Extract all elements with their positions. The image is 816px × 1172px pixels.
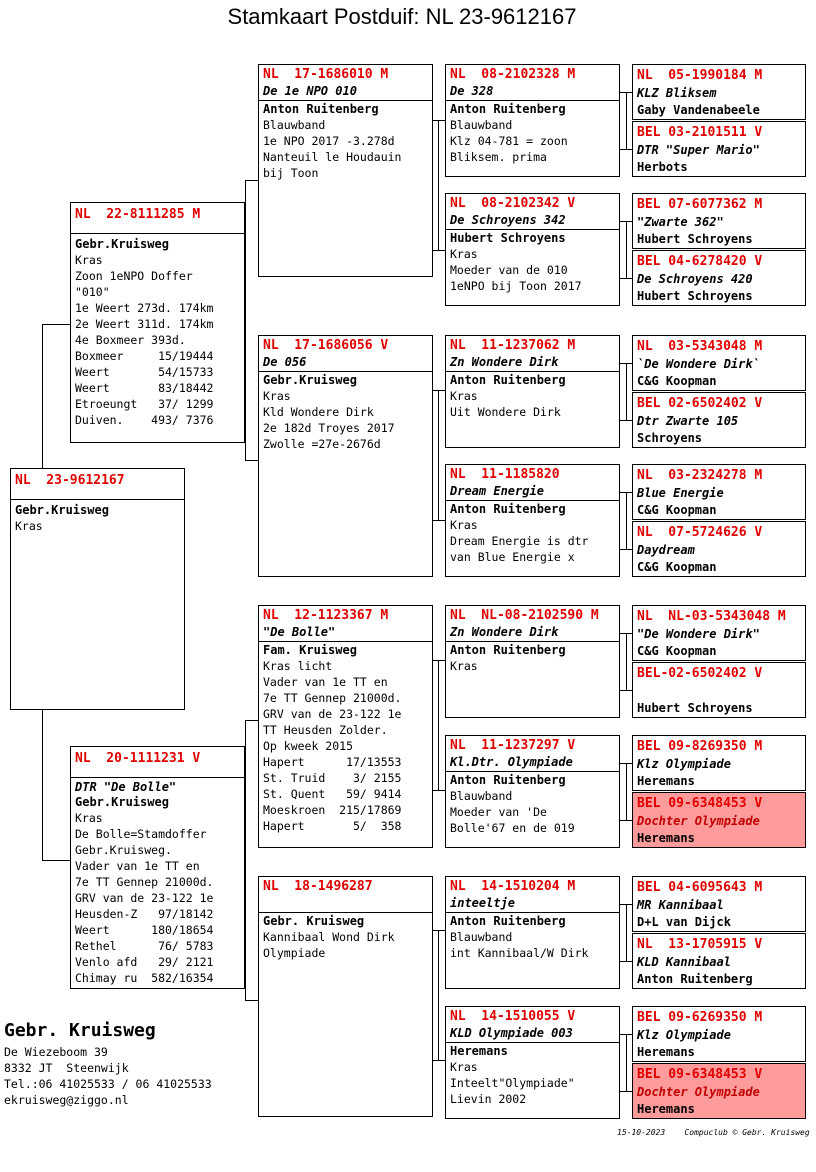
pigeon-note: Zoon 1eNPO Doffer: [75, 269, 193, 283]
breeder-email: ekruisweg@ziggo.nl: [4, 1093, 129, 1107]
connector-line: [620, 1034, 632, 1035]
owner-name: C&G Koopman: [637, 644, 717, 658]
pigeon-note: Zwolle =27e-2676d: [263, 437, 381, 451]
pigeon-name: Blue Energie: [637, 486, 724, 500]
pigeon-note: Bliksem. prima: [450, 150, 547, 164]
pigeon-note: De Bolle=Stamdoffer: [75, 827, 207, 841]
pigeon-name: Dtr Zwarte 105: [637, 414, 739, 428]
pigeon-card-mf[interactable]: [258, 605, 433, 848]
breeder-address-street: De Wiezeboom 39: [4, 1045, 108, 1059]
owner-name: Anton Ruitenberg: [450, 502, 566, 516]
connector-line: [433, 930, 445, 931]
connector-line: [620, 92, 632, 93]
ring-number: BEL 03-2101511 V: [637, 125, 763, 140]
connector-line: [42, 324, 70, 325]
connector-line: [620, 420, 632, 421]
pigeon-name: DTR "De Bolle": [75, 780, 177, 794]
ring-number: NL 08-2102328 M: [450, 67, 576, 82]
print-credit: 15-10-2023 Compuclub © Gebr. Kruisweg: [617, 1128, 810, 1137]
owner-name: Anton Ruitenberg: [450, 643, 566, 657]
breeder-name: Gebr. Kruisweg: [4, 1020, 156, 1041]
pigeon-note: Kras: [75, 811, 103, 825]
pigeon-card-fff[interactable]: [445, 64, 620, 177]
pigeon-note: Moeskroen 215/17869: [263, 803, 402, 817]
ring-number: NL 13-1705915 V: [637, 937, 763, 952]
ring-number: NL 18-1496287: [263, 879, 373, 894]
ring-number: NL 17-1686010 M: [263, 67, 389, 82]
connector-line: [620, 904, 632, 905]
pigeon-card-g4-12[interactable]: [632, 876, 806, 932]
pigeon-note: Weert 54/15733: [75, 365, 214, 379]
owner-name: Gebr.Kruisweg: [75, 795, 169, 809]
pigeon-note: "010": [75, 285, 110, 299]
owner-name: Anton Ruitenberg: [450, 102, 566, 116]
pigeon-note: Inteelt"Olympiade": [450, 1076, 575, 1090]
owner-name: Gebr.Kruisweg: [75, 237, 169, 251]
pigeon-note: 1e NPO 2017 -3.278d: [263, 134, 395, 148]
pigeon-note: Venlo afd 29/ 2121: [75, 955, 214, 969]
owner-name: D+L van Dijck: [637, 915, 731, 929]
ring-number: BEL-02-6502402 V: [637, 666, 763, 681]
ring-number: NL 05-1990184 M: [637, 68, 763, 83]
pigeon-note: Blauwband: [450, 118, 513, 132]
pigeon-note: GRV van de 23-122 1e: [263, 707, 402, 721]
ring-number: NL 08-2102342 V: [450, 196, 576, 211]
pigeon-card-father[interactable]: [70, 202, 245, 443]
ring-number: BEL 09-6269350 M: [637, 1010, 763, 1025]
pigeon-name: "De Wondere Dirk": [637, 627, 760, 641]
ring-number: NL 03-5343048 M: [637, 339, 763, 354]
pigeon-card-g4-6[interactable]: [632, 464, 806, 520]
pigeon-note: Kras: [450, 659, 478, 673]
pigeon-note: Vader van 1e TT en: [263, 675, 388, 689]
pigeon-note: van Blue Energie x: [450, 550, 575, 564]
pigeon-note: Etroeungt 37/ 1299: [75, 397, 214, 411]
owner-name: Gebr.Kruisweg: [15, 503, 109, 517]
pigeon-note: Kras: [75, 253, 103, 267]
ring-number: NL 20-1111231 V: [75, 751, 201, 766]
connector-line: [620, 278, 632, 279]
pigeon-name: De 056: [263, 355, 307, 369]
owner-name: Anton Ruitenberg: [450, 914, 566, 928]
connector-line: [42, 860, 70, 861]
owner-name: Heremans: [637, 1102, 695, 1116]
pigeon-note: Kras: [450, 389, 478, 403]
pigeon-note: Blauwband: [450, 930, 513, 944]
pigeon-card-g4-3[interactable]: [632, 250, 806, 306]
pigeon-note: Uit Wondere Dirk: [450, 405, 561, 419]
connector-line: [245, 720, 246, 1000]
pigeon-card-mfm[interactable]: [445, 735, 620, 848]
connector-line: [626, 763, 627, 820]
connector-line: [626, 221, 627, 278]
owner-name: Heremans: [450, 1044, 508, 1058]
connector-line: [620, 149, 632, 150]
pigeon-card-fm[interactable]: [258, 335, 433, 577]
pigeon-card-g4-8[interactable]: [632, 605, 806, 661]
pigeon-card-g4-1[interactable]: [632, 121, 806, 177]
owner-name: Herbots: [637, 160, 688, 174]
pigeon-note: Kras: [15, 519, 43, 533]
pigeon-name: "De Bolle": [263, 625, 336, 639]
pigeon-note: Kld Wondere Dirk: [263, 405, 374, 419]
ring-number: BEL 04-6095643 M: [637, 880, 763, 895]
ring-number: NL NL-03-5343048 M: [637, 609, 786, 624]
pigeon-note: Hapert 5/ 358: [263, 819, 402, 833]
connector-line: [438, 120, 439, 250]
pigeon-card-mm[interactable]: [258, 876, 433, 1117]
pigeon-card-g4-5[interactable]: [632, 392, 806, 448]
pigeon-note: Boxmeer 15/19444: [75, 349, 214, 363]
pigeon-card-g4-4[interactable]: [632, 335, 806, 391]
connector-line: [626, 92, 627, 149]
pigeon-card-g4-10[interactable]: [632, 735, 806, 791]
pigeon-note: 1e Weert 273d. 174km: [75, 301, 214, 315]
pigeon-note: GRV van de 23-122 1e: [75, 891, 214, 905]
connector-line: [245, 460, 258, 461]
owner-name: Gaby Vandenabeele: [637, 103, 760, 117]
connector-line: [626, 633, 627, 690]
owner-name: Anton Ruitenberg: [637, 972, 753, 986]
pigeon-name: Daydream: [637, 543, 695, 557]
pigeon-note: 1eNPO bij Toon 2017: [450, 279, 582, 293]
pigeon-card-subject[interactable]: [10, 468, 185, 710]
ring-number: NL 14-1510204 M: [450, 879, 576, 894]
ring-number: BEL 09-8269350 M: [637, 739, 763, 754]
pigeon-note: St. Truid 3/ 2155: [263, 771, 402, 785]
ring-number: NL 11-1185820: [450, 467, 560, 482]
connector-line: [245, 1000, 258, 1001]
connector-line: [620, 1091, 632, 1092]
pigeon-note: St. Quent 59/ 9414: [263, 787, 402, 801]
pigeon-name: Klz Olympiade: [637, 757, 731, 771]
owner-name: Heremans: [637, 774, 695, 788]
ring-number: NL 07-5724626 V: [637, 525, 763, 540]
owner-name: C&G Koopman: [637, 374, 717, 388]
pigeon-note: Op kweek 2015: [263, 739, 354, 753]
connector-line: [626, 1034, 627, 1091]
owner-name: C&G Koopman: [637, 503, 717, 517]
pigeon-note: Bolle'67 en de 019: [450, 821, 575, 835]
connector-line: [620, 961, 632, 962]
pigeon-note: Kras: [450, 1060, 478, 1074]
connector-line: [433, 660, 445, 661]
connector-line: [620, 763, 632, 764]
owner-name: Gebr.Kruisweg: [263, 373, 357, 387]
pigeon-note: Moeder van 'De: [450, 805, 547, 819]
pigeon-note: 2e 182d Troyes 2017: [263, 421, 395, 435]
pigeon-name: Zn Wondere Dirk: [450, 355, 559, 369]
pigeon-card-fmf[interactable]: [445, 335, 620, 448]
pigeon-card-g4-15[interactable]: [632, 1063, 806, 1119]
ring-number: BEL 09-6348453 V: [637, 1067, 763, 1082]
pigeon-card-g4-7[interactable]: [632, 521, 806, 577]
pigeon-name: MR Kannibaal: [637, 898, 724, 912]
pigeon-name: "Zwarte 362": [637, 215, 724, 229]
ring-number: NL 03-2324278 M: [637, 468, 763, 483]
pigeon-card-mff[interactable]: [445, 605, 620, 718]
connector-line: [433, 1060, 445, 1061]
connector-line: [438, 930, 439, 1060]
connector-line: [245, 180, 246, 460]
connector-line: [42, 324, 43, 468]
ring-number: NL 11-1237297 V: [450, 738, 576, 753]
owner-name: Hubert Schroyens: [637, 289, 753, 303]
connector-line: [42, 710, 43, 860]
pigeon-card-mmm[interactable]: [445, 1006, 620, 1119]
pigeon-card-fmm[interactable]: [445, 464, 620, 577]
pigeon-note: Blauwband: [263, 118, 326, 132]
connector-line: [245, 720, 258, 721]
pigeon-name: KLD Olympiade 003: [450, 1026, 573, 1040]
ring-number: NL 12-1123367 M: [263, 608, 389, 623]
owner-name: Hubert Schroyens: [637, 232, 753, 246]
connector-line: [620, 549, 632, 550]
pigeon-name: De 328: [450, 84, 494, 98]
pigeon-name: Zn Wondere Dirk: [450, 625, 559, 639]
pigeon-note: Hapert 17/13553: [263, 755, 402, 769]
connector-line: [626, 904, 627, 961]
connector-line: [620, 690, 632, 691]
connector-line: [626, 363, 627, 420]
ring-number: NL NL-08-2102590 M: [450, 608, 599, 623]
connector-line: [620, 492, 632, 493]
pigeon-note: bij Toon: [263, 166, 319, 180]
page-title: Stamkaart Postduif: NL 23-9612167: [227, 4, 577, 29]
pigeon-note: Kannibaal Wond Dirk: [263, 930, 395, 944]
connector-line: [626, 492, 627, 549]
owner-name: Heremans: [637, 1045, 695, 1059]
ring-number: BEL 09-6348453 V: [637, 796, 763, 811]
owner-name: Fam. Kruisweg: [263, 643, 357, 657]
pigeon-name: `De Wondere Dirk`: [637, 357, 760, 371]
pigeon-note: Nanteuil le Houdauin: [263, 150, 402, 164]
connector-line: [620, 221, 632, 222]
pigeon-card-g4-11[interactable]: [632, 792, 806, 848]
pigeon-note: 7e TT Gennep 21000d.: [263, 691, 402, 705]
pigeon-note: Rethel 76/ 5783: [75, 939, 214, 953]
connector-line: [438, 660, 439, 790]
pigeon-card-g4-9[interactable]: [632, 662, 806, 718]
pigeon-note: Kras: [450, 518, 478, 532]
pigeon-note: Kras: [450, 247, 478, 261]
pigeon-note: Kras licht: [263, 659, 333, 673]
pigeon-name: Dochter Olympiade: [637, 814, 760, 828]
pigeon-note: Heusden-Z 97/18142: [75, 907, 214, 921]
owner-name: Hubert Schroyens: [637, 701, 753, 715]
owner-name: C&G Koopman: [637, 560, 717, 574]
pigeon-note: Kras: [263, 389, 291, 403]
pigeon-card-g4-13[interactable]: [632, 933, 806, 989]
connector-line: [433, 790, 445, 791]
pigeon-note: Dream Energie is dtr: [450, 534, 589, 548]
pigeon-card-ffm[interactable]: [445, 193, 620, 306]
connector-line: [433, 390, 445, 391]
connector-line: [433, 120, 445, 121]
owner-name: Anton Ruitenberg: [263, 102, 379, 116]
pigeon-note: Gebr.Kruisweg.: [75, 843, 172, 857]
connector-line: [245, 180, 258, 181]
connector-line: [433, 520, 445, 521]
pigeon-card-g4-2[interactable]: [632, 193, 806, 249]
pigeon-name: KLZ Bliksem: [637, 86, 717, 100]
pigeon-name: inteeltje: [450, 896, 516, 910]
pigeon-note: Weert 83/18442: [75, 381, 214, 395]
owner-name: Gebr. Kruisweg: [263, 914, 365, 928]
pigeon-name: Kl.Dtr. Olympiade: [450, 755, 573, 769]
pigeon-note: Blauwband: [450, 789, 513, 803]
owner-name: Heremans: [637, 831, 695, 845]
pigeon-card-mother[interactable]: [70, 746, 245, 989]
pigeon-note: Vader van 1e TT en: [75, 859, 200, 873]
pigeon-note: TT Heusden Zolder.: [263, 723, 388, 737]
pigeon-name: [633, 684, 805, 700]
pigeon-card-g4-0[interactable]: [632, 64, 806, 120]
pigeon-note: 7e TT Gennep 21000d.: [75, 875, 214, 889]
pigeon-card-ff[interactable]: [258, 64, 433, 277]
pigeon-note: 4e Boxmeer 393d.: [75, 333, 186, 347]
pigeon-name: De Schroyens 342: [450, 213, 566, 227]
pigeon-name: De 1e NPO 010: [263, 84, 357, 98]
connector-line: [620, 363, 632, 364]
ring-number: BEL 02-6502402 V: [637, 396, 763, 411]
pigeon-note: Lievin 2002: [450, 1092, 527, 1106]
ring-number: NL 14-1510055 V: [450, 1009, 576, 1024]
pigeon-note: Weert 180/18654: [75, 923, 214, 937]
connector-line: [620, 820, 632, 821]
pigeon-name: De Schroyens 420: [637, 272, 753, 286]
owner-name: Hubert Schroyens: [450, 231, 566, 245]
ring-number: BEL 07-6077362 M: [637, 197, 763, 212]
connector-line: [433, 250, 445, 251]
ring-number: NL 22-8111285 M: [75, 207, 201, 222]
breeder-address-city: 8332 JT Steenwijk: [4, 1061, 129, 1075]
pigeon-name: Klz Olympiade: [637, 1028, 731, 1042]
pigeon-note: int Kannibaal/W Dirk: [450, 946, 589, 960]
pigeon-name: Dream Energie: [450, 484, 544, 498]
pigeon-name: Dochter Olympiade: [637, 1085, 760, 1099]
pigeon-name: KLD Kannibaal: [637, 955, 731, 969]
pigeon-note: Olympiade: [263, 946, 326, 960]
pigeon-card-g4-14[interactable]: [632, 1006, 806, 1062]
connector-line: [438, 390, 439, 520]
pigeon-note: Chimay ru 582/16354: [75, 971, 214, 985]
ring-number: NL 11-1237062 M: [450, 338, 576, 353]
pigeon-note: Duiven. 493/ 7376: [75, 413, 214, 427]
pigeon-card-mmf[interactable]: [445, 876, 620, 989]
pigeon-note: Klz 04-781 = zoon: [450, 134, 568, 148]
pigeon-note: Moeder van de 010: [450, 263, 568, 277]
owner-name: Anton Ruitenberg: [450, 373, 566, 387]
breeder-phone: Tel.:06 41025533 / 06 41025533: [4, 1077, 212, 1091]
owner-name: Schroyens: [637, 431, 703, 445]
pigeon-name: [259, 896, 432, 912]
connector-line: [620, 633, 632, 634]
pigeon-name: DTR "Super Mario": [637, 143, 760, 157]
ring-number: BEL 04-6278420 V: [637, 254, 763, 269]
ring-number: NL 17-1686056 V: [263, 338, 389, 353]
ring-number: NL 23-9612167: [15, 473, 125, 488]
pigeon-note: 2e Weert 311d. 174km: [75, 317, 214, 331]
owner-name: Anton Ruitenberg: [450, 773, 566, 787]
